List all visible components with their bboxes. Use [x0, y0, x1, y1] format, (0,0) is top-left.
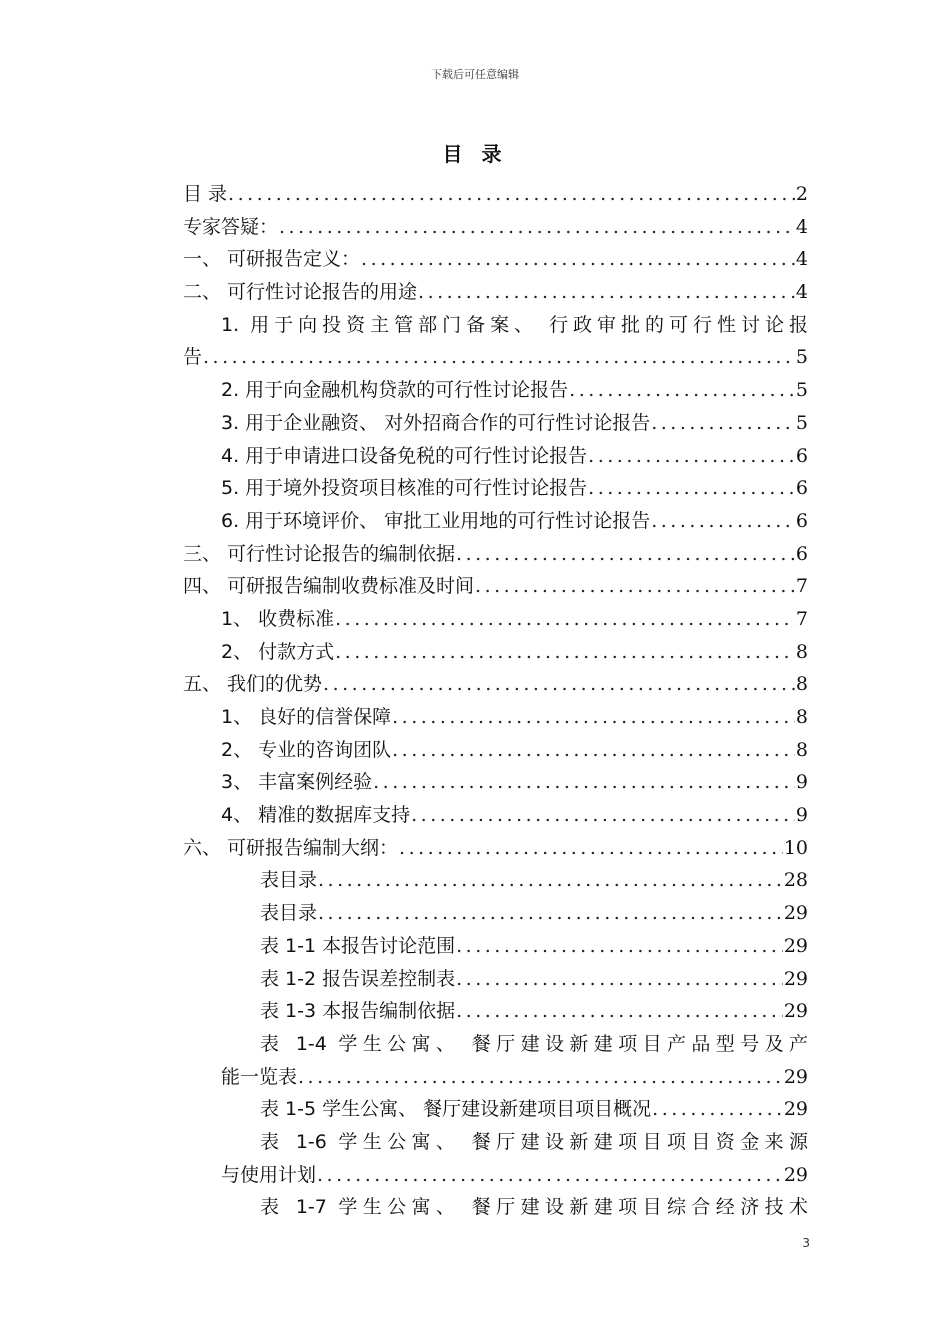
toc-entry-page: 29 [783, 967, 808, 990]
toc-entry-label: 表 1-7 学生公寓、 餐厅建设新建项目综合经济技术 [260, 1196, 808, 1219]
toc-entry-label: 专家答疑： [183, 215, 279, 238]
toc-entry[interactable] [183, 930, 808, 963]
toc-entry-label: 3. 用于企业融资、 对外招商合作的可行性讨论报告 [221, 411, 651, 434]
toc-entry-label: 表 1-6 学生公寓、 餐厅建设新建项目项目资金来源 [260, 1130, 808, 1153]
toc-dot-leader [373, 766, 795, 799]
toc-entry[interactable] [183, 243, 808, 276]
toc-entry-page: 8 [795, 706, 808, 728]
toc-entry-label: 告 [183, 346, 203, 369]
toc-entry-label: 表 1-1 本报告讨论范围 [260, 934, 456, 957]
toc-entry[interactable] [183, 995, 808, 1028]
toc-dot-leader [318, 897, 783, 930]
toc-entry-label: 五、 我们的优势 [183, 673, 323, 696]
toc-entry-page: 6 [795, 542, 808, 565]
toc-entry[interactable] [183, 374, 808, 407]
toc-dot-leader [588, 472, 795, 505]
toc-entry[interactable] [183, 1159, 808, 1192]
toc-entry[interactable] [183, 276, 808, 309]
toc-entry[interactable] [183, 1093, 808, 1126]
toc-dot-leader [228, 178, 795, 211]
toc-entry[interactable] [183, 1126, 808, 1159]
toc-entry-page: 5 [795, 379, 808, 402]
toc-entry-label: 六、 可研报告编制大纲： [183, 836, 399, 859]
toc-entry[interactable] [183, 799, 808, 832]
toc-entry[interactable] [183, 407, 808, 440]
toc-entry-page: 8 [795, 673, 808, 696]
toc-entry-label: 表 1-4 学生公寓、 餐厅建设新建项目产品型号及产 [260, 1032, 808, 1055]
toc-dot-leader [456, 538, 795, 571]
toc-entry-label: 四、 可研报告编制收费标准及时间 [183, 575, 475, 598]
toc-entry-label: 4、 精准的数据库支持 [221, 804, 411, 827]
toc-entry[interactable] [183, 178, 808, 211]
toc-entry[interactable] [183, 341, 808, 374]
toc-entry[interactable] [183, 570, 808, 603]
toc-entry-label: 5. 用于境外投资项目核准的可行性讨论报告 [221, 477, 588, 500]
toc-entry[interactable] [183, 603, 808, 636]
toc-entry[interactable] [183, 766, 808, 799]
toc-entry-label: 二、 可行性讨论报告的用途 [183, 281, 418, 304]
toc-entry-page: 29 [783, 902, 808, 925]
toc-entry[interactable] [183, 897, 808, 930]
toc-entry[interactable] [183, 440, 808, 473]
header-note: 下载后可任意编辑 [431, 68, 519, 81]
toc-dot-leader [335, 636, 795, 669]
toc-entry[interactable] [183, 701, 808, 734]
toc-entry-page: 4 [795, 248, 808, 271]
toc-entry-label: 表目录 [260, 869, 318, 892]
toc-entry-page: 8 [795, 640, 808, 663]
toc-entry-label: 一、 可研报告定义： [183, 248, 361, 271]
toc-entry-label: 2、 付款方式 [221, 640, 335, 663]
toc-entry-page: 9 [795, 804, 808, 827]
toc-entry-page: 2 [795, 183, 808, 205]
toc-entry-page: 8 [795, 738, 808, 761]
page-title: 目 录 [442, 142, 508, 166]
toc-entry[interactable] [183, 309, 808, 342]
toc-entry-label: 表 1-2 报告误差控制表 [260, 967, 456, 990]
toc-entry-page: 6 [795, 444, 808, 467]
toc-entry[interactable] [183, 864, 808, 897]
toc-entry[interactable] [183, 211, 808, 244]
toc-entry-label: 6. 用于环境评价、 审批工业用地的可行性讨论报告 [221, 509, 651, 532]
toc-entry-label: 与使用计划 [221, 1163, 317, 1186]
toc-entry[interactable] [183, 668, 808, 701]
toc-entry-label: 3、 丰富案例经验 [221, 771, 373, 794]
toc-entry-label: 表 1-3 本报告编制依据 [260, 1000, 456, 1023]
toc-entry-label: 1、 良好的信誉保障 [221, 706, 392, 728]
toc-entry-label: 2. 用于向金融机构贷款的可行性讨论报告 [221, 379, 569, 402]
toc-dot-leader [298, 1061, 783, 1094]
toc-entry[interactable] [183, 1028, 808, 1061]
toc-entry-page: 29 [783, 1065, 808, 1088]
toc-dot-leader [475, 570, 795, 603]
toc-dot-leader [203, 341, 795, 374]
toc-entry-label: 目 录 [183, 183, 228, 205]
table-of-contents [183, 178, 808, 1224]
toc-entry-page: 29 [783, 1098, 808, 1121]
toc-dot-leader [456, 963, 783, 996]
toc-entry-page: 10 [783, 836, 808, 859]
toc-entry-page: 6 [795, 509, 808, 532]
toc-dot-leader [652, 1093, 783, 1126]
toc-entry[interactable] [183, 636, 808, 669]
toc-dot-leader [361, 243, 795, 276]
toc-dot-leader [418, 276, 795, 309]
toc-entry-page: 29 [783, 934, 808, 957]
toc-entry[interactable] [183, 734, 808, 767]
toc-entry[interactable] [183, 538, 808, 571]
toc-dot-leader [569, 374, 795, 407]
toc-dot-leader [651, 505, 795, 538]
toc-entry-label: 1. 用于向投资主管部门备案、 行政审批的可行性讨论报 [221, 313, 808, 336]
toc-entry[interactable] [183, 963, 808, 996]
toc-entry-page: 7 [795, 607, 808, 630]
toc-dot-leader [456, 930, 783, 963]
toc-dot-leader [318, 864, 783, 897]
toc-entry-page: 29 [783, 1000, 808, 1023]
toc-dot-leader [411, 799, 795, 832]
toc-entry[interactable] [183, 505, 808, 538]
toc-entry-label: 表 1-5 学生公寓、 餐厅建设新建项目项目概况 [260, 1098, 652, 1121]
toc-entry-label: 三、 可行性讨论报告的编制依据 [183, 542, 456, 565]
toc-entry-label: 2、 专业的咨询团队 [221, 738, 392, 761]
toc-entry[interactable] [183, 832, 808, 865]
toc-dot-leader [651, 407, 795, 440]
toc-dot-leader [588, 440, 795, 473]
toc-entry-page: 6 [795, 477, 808, 500]
toc-entry-page: 5 [795, 346, 808, 369]
toc-entry-page: 7 [795, 575, 808, 598]
toc-entry-label: 4. 用于申请进口设备免税的可行性讨论报告 [221, 444, 588, 467]
toc-entry-page: 4 [795, 215, 808, 238]
toc-entry-label: 表目录 [260, 902, 318, 925]
toc-dot-leader [392, 734, 795, 767]
toc-entry-page: 4 [795, 281, 808, 304]
toc-entry-label: 1、 收费标准 [221, 607, 335, 630]
toc-dot-leader [456, 995, 783, 1028]
toc-dot-leader [399, 832, 783, 865]
toc-dot-leader [279, 211, 795, 244]
toc-entry[interactable] [183, 472, 808, 505]
toc-entry-page: 5 [795, 411, 808, 434]
toc-dot-leader [335, 603, 795, 636]
page-number: 3 [802, 1236, 810, 1250]
toc-entry-label: 能一览表 [221, 1065, 298, 1088]
toc-entry-page: 28 [783, 869, 808, 892]
toc-dot-leader [323, 668, 795, 701]
toc-dot-leader [317, 1159, 783, 1192]
toc-entry[interactable] [183, 1061, 808, 1094]
toc-entry[interactable] [183, 1191, 808, 1224]
toc-entry-page: 29 [783, 1163, 808, 1186]
toc-dot-leader [392, 701, 795, 734]
toc-entry-page: 9 [795, 771, 808, 794]
